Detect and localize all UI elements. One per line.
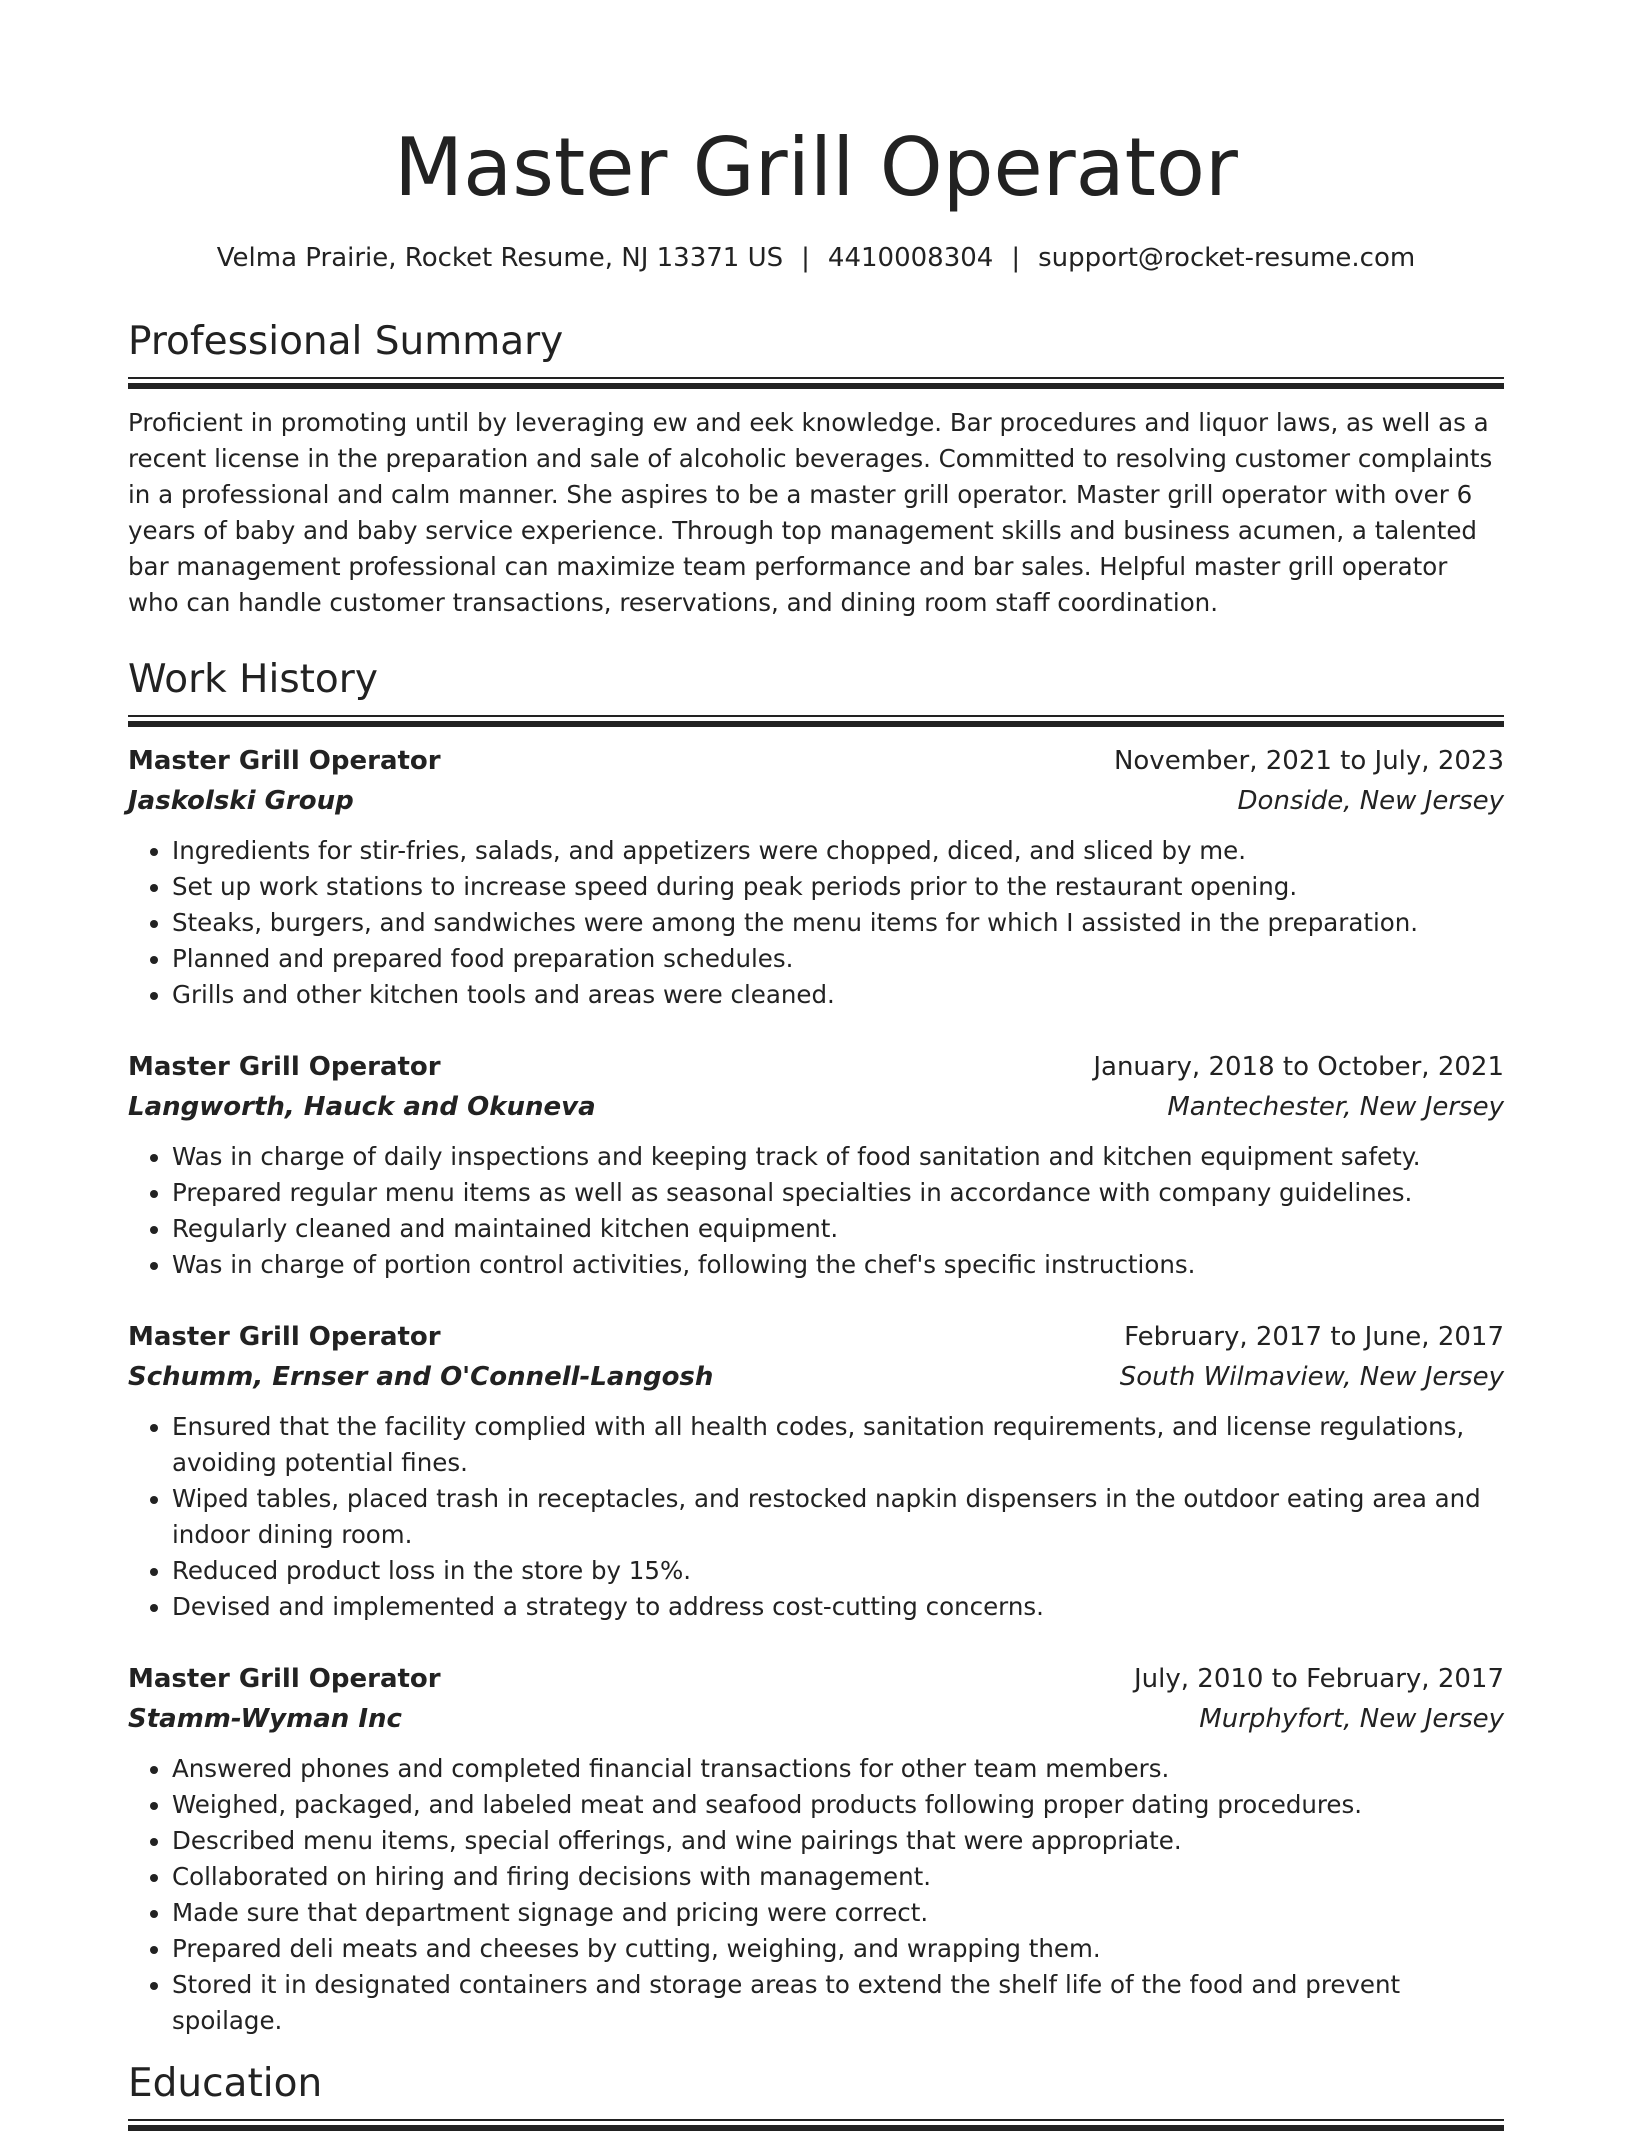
job-header-row xyxy=(128,741,1504,781)
section-heading-education: Education xyxy=(128,2061,323,2106)
job-entry xyxy=(128,1317,1504,1625)
job-company: Langworth, Hauck and Okuneva xyxy=(128,1092,596,1122)
job-bullet: • Prepared deli meats and cheeses by cutting, weighing, and wrapping them. xyxy=(172,1931,1504,1967)
professional-summary-section xyxy=(128,317,1504,621)
job-list xyxy=(128,741,1504,2039)
job-company: Schumm, Ernser and O'Connell-Langosh xyxy=(128,1362,714,1392)
job-bullet: • Steaks, burgers, and sandwiches were among the menu items for which I assisted in the preparation. xyxy=(172,905,1504,941)
job-bullet: • Wiped tables, placed trash in receptacles, and restocked napkin dispensers in the outdoor eating area and indoor dining room. xyxy=(172,1481,1504,1553)
job-entry xyxy=(128,1047,1504,1283)
job-location: Mantechester, New Jersey xyxy=(1167,1092,1504,1122)
contact-email[interactable]: support@rocket-resume.com xyxy=(1038,243,1416,273)
work-history-section xyxy=(128,655,1504,2039)
job-title: Master Grill Operator xyxy=(128,1664,441,1694)
job-company-row xyxy=(128,1087,1504,1127)
job-dates: November, 2021 to July, 2023 xyxy=(1113,746,1504,776)
section-divider xyxy=(128,377,1504,389)
job-bullet: • Devised and implemented a strategy to address cost-cutting concerns. xyxy=(172,1589,1504,1625)
contact-separator: | xyxy=(1011,243,1021,273)
job-entry xyxy=(128,741,1504,1013)
job-header-row xyxy=(128,1659,1504,1699)
contact-line xyxy=(128,240,1504,276)
job-bullet: • Weighed, packaged, and labeled meat and seafood products following proper dating procedures. xyxy=(172,1787,1504,1823)
job-bullet-list xyxy=(128,1139,1504,1283)
summary-text: Proficient in promoting until by leveraging ew and eek knowledge. Bar procedures and liquor laws, as well as a recent license in the preparation and sale of alcoholic beverages. Committed to resolving customer complaints in a professional and calm manner. She aspires to be a master grill operator. Master grill operator with over 6 years of baby and baby service experience. Through top management skills and business acumen, a talented bar management professional can maximize team performance and bar sales. Helpful master grill operator who can handle customer transactions, reservations, and dining room staff coordination. xyxy=(128,408,1493,617)
contact-separator: | xyxy=(801,243,810,273)
job-bullet: • Prepared regular menu items as well as seasonal specialties in accordance with company guidelines. xyxy=(172,1175,1504,1211)
contact-phone: 4410008304 xyxy=(827,243,994,273)
job-title: Master Grill Operator xyxy=(128,1052,441,1082)
job-bullet: • Regularly cleaned and maintained kitchen equipment. xyxy=(172,1211,1504,1247)
job-dates: February, 2017 to June, 2017 xyxy=(1124,1322,1504,1352)
job-header-row xyxy=(128,1317,1504,1357)
job-bullet-list xyxy=(128,833,1504,1013)
resume-page xyxy=(128,0,1504,2131)
section-divider xyxy=(128,2119,1504,2131)
job-company-row xyxy=(128,1357,1504,1397)
job-bullet: • Ingredients for stir-fries, salads, and appetizers were chopped, diced, and sliced by me. xyxy=(172,833,1504,869)
job-bullet: • Answered phones and completed financial transactions for other team members. xyxy=(172,1751,1504,1787)
job-company: Jaskolski Group xyxy=(128,786,354,816)
section-heading-work: Work History xyxy=(128,657,378,702)
job-bullet: • Was in charge of portion control activities, following the chef's specific instructions. xyxy=(172,1247,1504,1283)
job-dates: July, 2010 to February, 2017 xyxy=(1134,1664,1504,1694)
job-entry xyxy=(128,1659,1504,2039)
job-bullet: • Stored it in designated containers and storage areas to extend the shelf life of the food and prevent spoilage. xyxy=(172,1967,1504,2039)
job-bullet: • Described menu items, special offerings, and wine pairings that were appropriate. xyxy=(172,1823,1504,1859)
section-divider xyxy=(128,715,1504,727)
resume-title: Master Grill Operator xyxy=(394,121,1238,214)
job-location: Murphyfort, New Jersey xyxy=(1199,1704,1504,1734)
job-bullet: • Reduced product loss in the store by 15%. xyxy=(172,1553,1504,1589)
job-bullet-list xyxy=(128,1409,1504,1625)
contact-address: Velma Prairie, Rocket Resume, NJ 13371 US xyxy=(216,243,784,273)
job-company: Stamm-Wyman Inc xyxy=(128,1704,402,1734)
job-bullet: • Planned and prepared food preparation schedules. xyxy=(172,941,1504,977)
job-title: Master Grill Operator xyxy=(128,746,441,776)
education-section xyxy=(128,2059,1504,2131)
job-dates: January, 2018 to October, 2021 xyxy=(1093,1052,1504,1082)
section-heading-summary: Professional Summary xyxy=(128,319,564,364)
job-company-row xyxy=(128,781,1504,821)
job-bullet: • Made sure that department signage and pricing were correct. xyxy=(172,1895,1504,1931)
job-header-row xyxy=(128,1047,1504,1087)
job-bullet-list xyxy=(128,1751,1504,2039)
job-bullet: • Set up work stations to increase speed during peak periods prior to the restaurant opening. xyxy=(172,869,1504,905)
job-bullet: • Ensured that the facility complied with all health codes, sanitation requirements, and license regulations, avoiding potential fines. xyxy=(172,1409,1504,1481)
job-bullet: • Was in charge of daily inspections and keeping track of food sanitation and kitchen equipment safety. xyxy=(172,1139,1504,1175)
job-company-row xyxy=(128,1699,1504,1739)
job-location: South Wilmaview, New Jersey xyxy=(1119,1362,1504,1392)
job-bullet: • Grills and other kitchen tools and areas were cleaned. xyxy=(172,977,1504,1013)
job-location: Donside, New Jersey xyxy=(1237,786,1504,816)
job-bullet: • Collaborated on hiring and firing decisions with management. xyxy=(172,1859,1504,1895)
job-title: Master Grill Operator xyxy=(128,1322,441,1352)
